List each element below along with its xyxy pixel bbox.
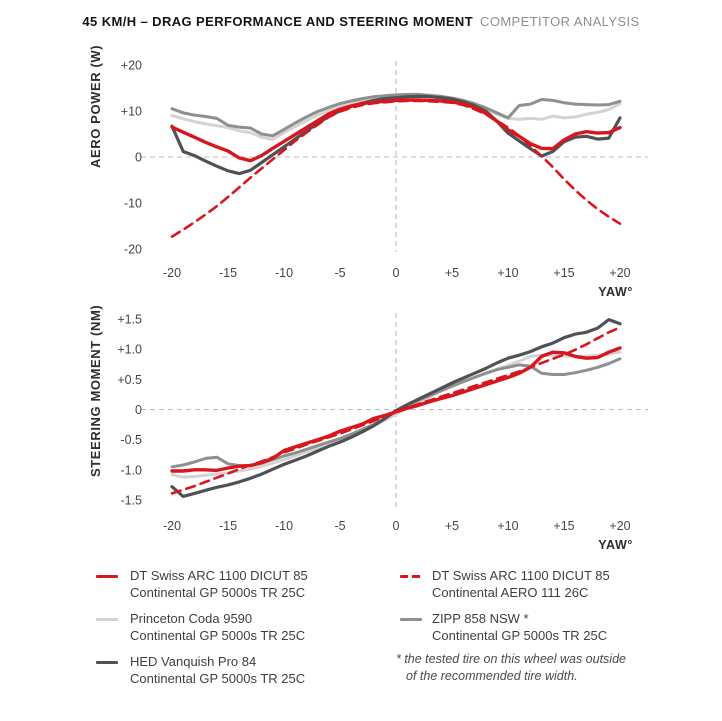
light-gray-line-swatch bbox=[96, 618, 118, 621]
y-tick-label: 0 bbox=[135, 403, 142, 417]
legend-label bbox=[432, 567, 610, 601]
y-tick-label: 0 bbox=[135, 150, 142, 165]
y-tick-label: -0.5 bbox=[120, 433, 142, 448]
legend-line1: ZIPP 858 NSW * bbox=[432, 611, 529, 626]
x-tick-label: +20 bbox=[609, 519, 631, 533]
x-tick-label: +5 bbox=[444, 519, 460, 533]
x-tick-label: 0 bbox=[392, 266, 400, 280]
x-tick-label: -5 bbox=[334, 519, 346, 533]
dark-gray-line-swatch bbox=[96, 661, 118, 664]
legend-line1: DT Swiss ARC 1100 DICUT 85 bbox=[432, 568, 610, 583]
footnote-line1: * the tested tire on this wheel was outside bbox=[396, 652, 626, 666]
legend-line2: Continental GP 5000s TR 25C bbox=[130, 628, 306, 643]
legend-line1: Princeton Coda 9590 bbox=[130, 611, 253, 626]
x-tick-label: +20 bbox=[609, 266, 631, 280]
aero-power-axis-label: AERO POWER (W) bbox=[88, 44, 103, 168]
y-tick-label: +1.5 bbox=[117, 312, 142, 327]
legend-line2: Continental GP 5000s TR 25C bbox=[130, 585, 306, 600]
x-tick-label: +10 bbox=[497, 266, 519, 280]
yaw-axis-label-bottom: YAW° bbox=[598, 538, 633, 552]
x-tick-label: -20 bbox=[162, 266, 182, 280]
y-tick-label: -20 bbox=[123, 242, 142, 257]
legend-label bbox=[130, 567, 308, 601]
x-tick-label: +15 bbox=[553, 266, 575, 280]
y-tick-label: -1.0 bbox=[120, 463, 142, 478]
steering-moment-axis-label: STEERING MOMENT (NM) bbox=[88, 304, 103, 477]
x-tick-label: -15 bbox=[218, 519, 238, 533]
x-tick-label: +10 bbox=[497, 519, 519, 533]
red-solid-line-swatch bbox=[96, 575, 118, 578]
y-tick-label: +0.5 bbox=[117, 372, 142, 387]
yaw-axis-label-top: YAW° bbox=[598, 285, 633, 299]
legend-line2: Continental GP 5000s TR 25C bbox=[432, 628, 608, 643]
chart-1 bbox=[117, 313, 648, 534]
title-main: 45 KM/H – DRAG PERFORMANCE AND STEERING MOMENT bbox=[82, 14, 474, 29]
y-tick-label: -10 bbox=[123, 196, 142, 211]
x-tick-label: +5 bbox=[444, 266, 460, 280]
legend-line1: DT Swiss ARC 1100 DICUT 85 bbox=[130, 568, 308, 583]
x-tick-label: -5 bbox=[334, 266, 346, 280]
legend-line1: HED Vanquish Pro 84 bbox=[130, 654, 257, 669]
legend-line2: Continental GP 5000s TR 25C bbox=[130, 671, 306, 686]
x-tick-label: -10 bbox=[274, 519, 294, 533]
x-tick-label: -15 bbox=[218, 266, 238, 280]
legend-line2: Continental AERO 111 26C bbox=[432, 585, 589, 600]
tire-width-footnote bbox=[396, 651, 686, 685]
y-tick-label: +10 bbox=[120, 104, 142, 119]
x-tick-label: -20 bbox=[162, 519, 182, 533]
y-tick-label: -1.5 bbox=[120, 493, 142, 508]
chart-0 bbox=[121, 59, 648, 281]
x-tick-label: 0 bbox=[392, 519, 400, 533]
footnote-line2: of the recommended tire width. bbox=[406, 669, 578, 683]
red-dashed-line-swatch bbox=[400, 575, 422, 578]
x-tick-label: -10 bbox=[274, 266, 294, 280]
y-tick-label: +1.0 bbox=[117, 342, 142, 357]
legend-label bbox=[432, 610, 607, 644]
x-tick-label: +15 bbox=[553, 519, 575, 533]
legend-label bbox=[130, 610, 305, 644]
legend-label bbox=[130, 653, 305, 687]
y-tick-label: +20 bbox=[120, 58, 142, 73]
title-sub: COMPETITOR ANALYSIS bbox=[480, 14, 640, 29]
medium-gray-line-swatch bbox=[400, 618, 422, 621]
